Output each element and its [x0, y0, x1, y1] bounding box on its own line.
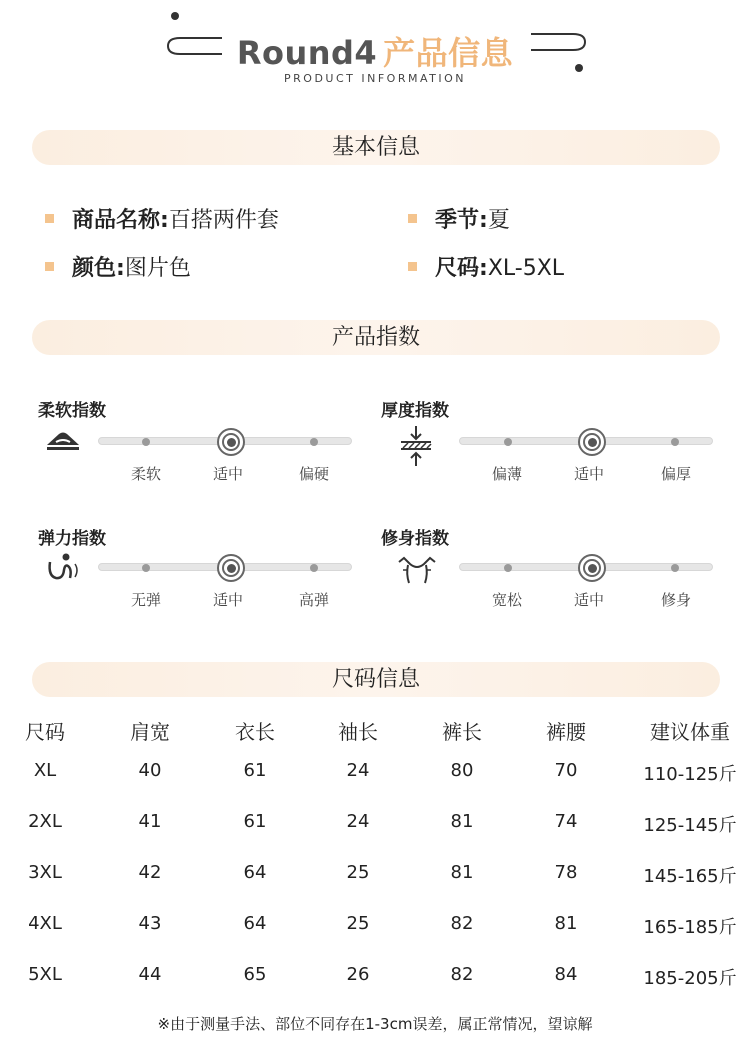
thickness-label-high: 偏厚 [660, 465, 691, 483]
page-subtitle: PRODUCT INFORMATION [284, 72, 466, 85]
info-value: 图片色 [124, 256, 191, 281]
table-cell: 26 [346, 964, 370, 985]
info-key: 商品名称: [72, 208, 169, 233]
table-row [0, 862, 750, 892]
size-table-header [0, 716, 750, 746]
elasticity-dot-low [142, 564, 150, 572]
table-cell: 41 [138, 811, 162, 832]
table-cell: 4XL [28, 913, 62, 934]
info-key: 季节: [435, 208, 488, 233]
bullet-icon [408, 214, 417, 223]
elasticity-selected-marker [217, 554, 245, 582]
header-cell: 肩宽 [130, 720, 170, 744]
table-cell: 81 [554, 913, 578, 934]
elasticity-icon [46, 552, 80, 584]
softness-label-low: 柔软 [130, 465, 161, 483]
table-cell: 81 [450, 862, 474, 883]
bullet-icon [45, 262, 54, 271]
thickness-dot-low [504, 438, 512, 446]
table-cell: 110-125斤 [643, 764, 737, 785]
table-cell: 61 [243, 811, 267, 832]
table-cell: 44 [138, 964, 162, 985]
table-cell: 70 [554, 760, 578, 781]
thickness-icon [398, 424, 434, 468]
page-header [0, 8, 750, 88]
softness-dot-high [310, 438, 318, 446]
table-cell: 145-165斤 [643, 866, 737, 887]
table-cell: 24 [346, 811, 370, 832]
info-value: 百搭两件套 [168, 208, 279, 233]
table-cell: 74 [554, 811, 578, 832]
fit-index-title: 修身指数 [381, 529, 449, 549]
table-row [0, 760, 750, 790]
softness-selected-marker [217, 428, 245, 456]
fit-dot-low [504, 564, 512, 572]
info-product-name [45, 203, 279, 234]
header-cell: 裤长 [442, 720, 482, 744]
table-cell: 25 [346, 913, 370, 934]
fit-label-mid: 适中 [573, 591, 604, 609]
info-key: 颜色: [72, 256, 125, 281]
table-cell: 65 [243, 964, 267, 985]
table-row [0, 964, 750, 994]
table-row [0, 913, 750, 943]
thickness-index-title: 厚度指数 [381, 401, 449, 421]
header-cell: 尺码 [25, 720, 65, 744]
table-cell: 24 [346, 760, 370, 781]
table-cell: 125-145斤 [643, 815, 737, 836]
elasticity-index-title: 弹力指数 [38, 529, 106, 549]
table-cell: 82 [450, 964, 474, 985]
thickness-selected-marker [578, 428, 606, 456]
info-size-range [408, 251, 564, 282]
info-key: 尺码: [435, 256, 488, 281]
header-cell: 袖长 [338, 720, 378, 744]
table-cell: 81 [450, 811, 474, 832]
soft-fabric-icon [44, 428, 82, 454]
table-cell: 61 [243, 760, 267, 781]
page-title [0, 28, 750, 74]
table-cell: 5XL [28, 964, 62, 985]
header-cell: 衣长 [235, 720, 275, 744]
brand-name: Round4 [236, 34, 378, 72]
section-product-index: 产品指数 [32, 320, 720, 355]
section-basic-info: 基本信息 [32, 130, 720, 165]
thickness-label-low: 偏薄 [491, 465, 522, 483]
table-cell: 2XL [28, 811, 62, 832]
fit-selected-marker [578, 554, 606, 582]
table-cell: 82 [450, 913, 474, 934]
section-size-info: 尺码信息 [32, 662, 720, 697]
measurement-note: ※由于测量手法、部位不同存在1-3cm误差，属正常情况，望谅解 [157, 1015, 593, 1033]
table-cell: 43 [138, 913, 162, 934]
elasticity-dot-high [310, 564, 318, 572]
elasticity-label-high: 高弹 [298, 591, 329, 609]
table-cell: 185-205斤 [643, 968, 737, 989]
fit-dot-high [671, 564, 679, 572]
fit-icon [397, 556, 437, 586]
table-cell: 78 [554, 862, 578, 883]
info-value: XL-5XL [487, 256, 565, 281]
info-season [408, 203, 510, 234]
bullet-icon [408, 262, 417, 271]
table-cell: 84 [554, 964, 578, 985]
table-cell: 165-185斤 [643, 917, 737, 938]
table-cell: 42 [138, 862, 162, 883]
softness-dot-low [142, 438, 150, 446]
table-row [0, 811, 750, 841]
softness-label-high: 偏硬 [298, 465, 329, 483]
info-color [45, 251, 191, 282]
elasticity-label-low: 无弹 [130, 591, 161, 609]
softness-index-title: 柔软指数 [38, 401, 106, 421]
thickness-dot-high [671, 438, 679, 446]
info-value: 夏 [487, 208, 510, 233]
table-cell: 40 [138, 760, 162, 781]
softness-label-mid: 适中 [212, 465, 243, 483]
table-cell: 80 [450, 760, 474, 781]
thickness-label-mid: 适中 [573, 465, 604, 483]
elasticity-label-mid: 适中 [212, 591, 243, 609]
header-cell: 裤腰 [546, 720, 586, 744]
table-cell: 3XL [28, 862, 62, 883]
table-cell: 25 [346, 862, 370, 883]
fit-label-low: 宽松 [491, 591, 522, 609]
fit-label-high: 修身 [660, 591, 691, 609]
table-cell: 64 [243, 913, 267, 934]
header-cell: 建议体重 [650, 720, 730, 744]
title-cn: 产品信息 [383, 34, 514, 72]
table-cell: XL [33, 760, 57, 781]
bullet-icon [45, 214, 54, 223]
table-cell: 64 [243, 862, 267, 883]
